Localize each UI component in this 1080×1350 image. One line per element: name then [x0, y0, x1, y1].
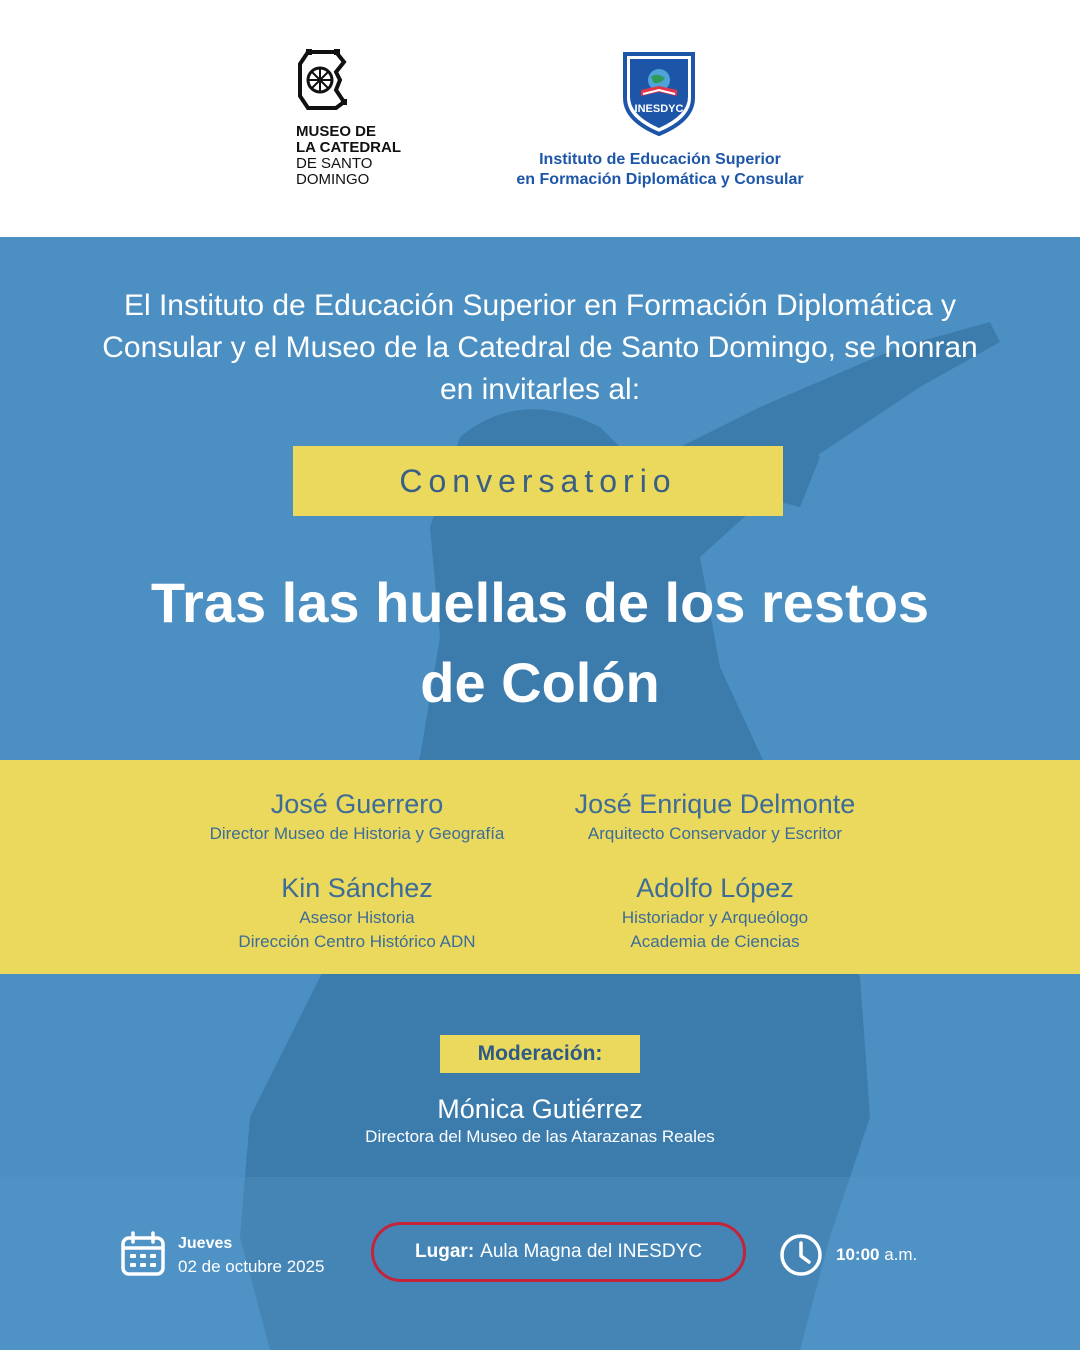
museo-name-line1: MUSEO DE — [296, 123, 377, 140]
place-label: Lugar: — [415, 1241, 475, 1262]
event-place-pill — [371, 1222, 746, 1282]
calendar-icon — [120, 1231, 166, 1277]
intro-text — [40, 285, 1040, 411]
moderation-label: Moderación: — [477, 1042, 603, 1065]
event-time-value: 10:00 — [836, 1245, 880, 1264]
speaker-card — [147, 786, 567, 846]
event-day: Jueves — [178, 1235, 233, 1252]
speaker-card — [505, 786, 925, 846]
inesdyc-shield-text: INESDYC — [634, 103, 684, 115]
moderator-role: Directora del Museo de las Atarazanas Reales — [365, 1127, 715, 1146]
header — [0, 0, 1080, 237]
intro-line3: en invitarles al: — [439, 373, 641, 406]
speaker-role-secondary: Dirección Centro Histórico ADN — [238, 932, 476, 951]
poster-main — [0, 237, 1080, 1350]
place-value: Aula Magna del INESDYC — [480, 1241, 702, 1262]
event-title — [60, 563, 1020, 723]
inesdyc-shield-icon — [621, 50, 697, 136]
museo-name-line3: DE SANTO — [296, 155, 373, 172]
moderator-name: Mónica Gutiérrez — [437, 1094, 643, 1124]
speaker-name: Kin Sánchez — [281, 873, 433, 903]
event-title-line2: de Colón — [420, 651, 660, 714]
speaker-role: Asesor Historia — [299, 908, 415, 927]
speaker-card — [147, 870, 567, 954]
inesdyc-name — [480, 150, 840, 190]
clock-icon — [779, 1233, 823, 1277]
event-type-label: Conversatorio — [399, 462, 677, 499]
event-title-line1: Tras las huellas de los restos — [150, 571, 930, 634]
event-type-box — [293, 446, 783, 516]
moderation-label-box — [440, 1035, 640, 1073]
inesdyc-name-line1: Instituto de Educación Superior — [539, 151, 781, 168]
speaker-role: Historiador y Arqueólogo — [621, 908, 809, 927]
inesdyc-name-line2: en Formación Diplomática y Consular — [516, 171, 804, 188]
speaker-role: Director Museo de Historia y Geografía — [209, 824, 505, 843]
event-time — [836, 1244, 917, 1266]
event-date: 02 de octubre 2025 — [178, 1257, 325, 1276]
speaker-name: José Enrique Delmonte — [574, 789, 856, 819]
event-time-suffix: a.m. — [884, 1245, 918, 1264]
speaker-role-secondary: Academia de Ciencias — [630, 932, 800, 951]
intro-line1: El Instituto de Educación Superior en Formación Diplomática y — [123, 289, 957, 322]
speaker-role: Arquitecto Conservador y Escritor — [587, 824, 843, 843]
museo-name-line4: DOMINGO — [296, 171, 370, 188]
speaker-card — [505, 870, 925, 954]
speaker-name: José Guerrero — [270, 789, 444, 819]
museo-logo-icon — [296, 46, 348, 112]
museo-name-line2: LA CATEDRAL — [296, 139, 401, 156]
museo-logo — [296, 46, 401, 188]
speaker-name: Adolfo López — [636, 873, 794, 903]
intro-line2: Consular y el Museo de la Catedral de Santo Domingo, se honran — [102, 331, 978, 364]
speakers-band — [0, 760, 1080, 974]
